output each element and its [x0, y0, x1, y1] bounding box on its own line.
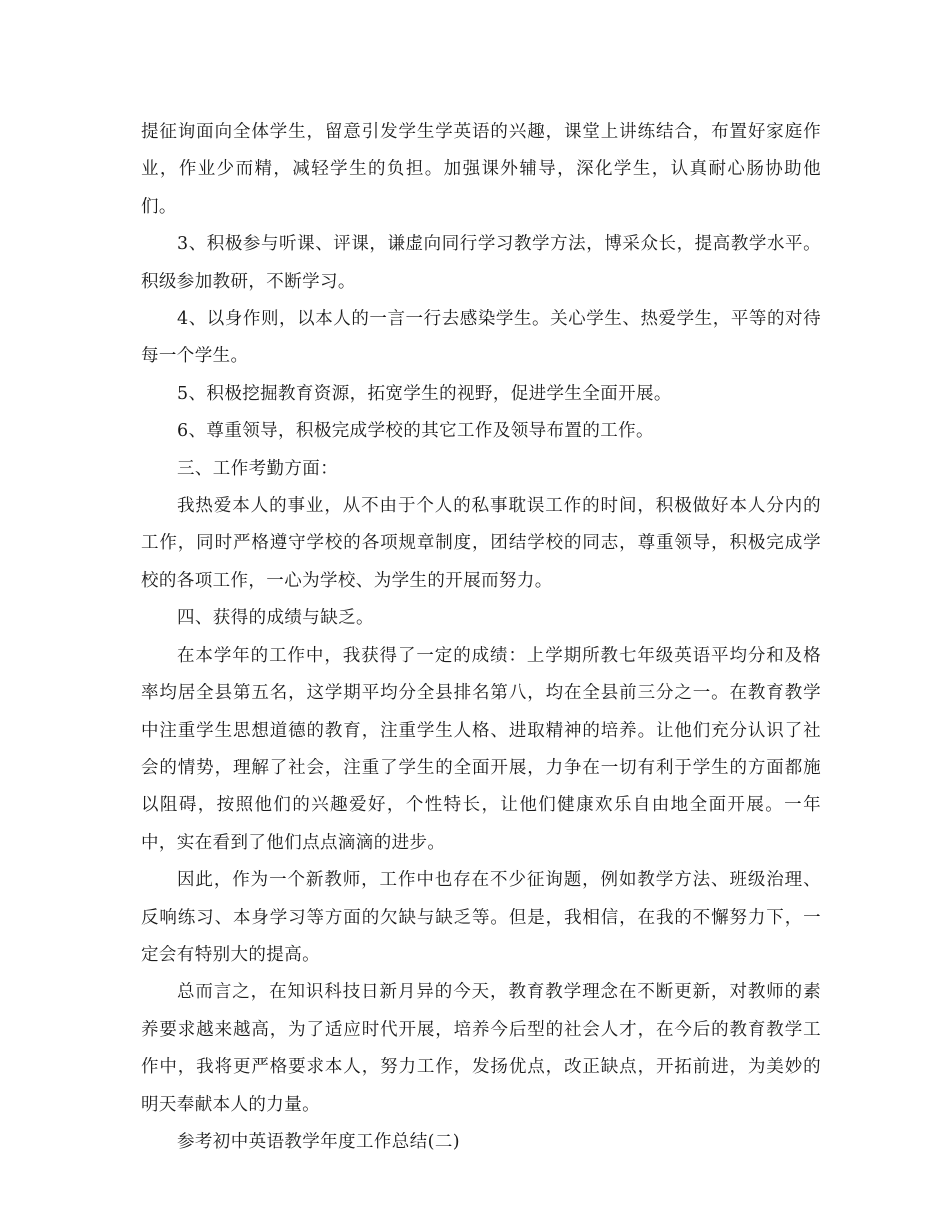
paragraph-3: 4、以身作则，以本人的一言一行去感染学生。关心学生、热爱学生，平等的对待每一个学生。 [141, 309, 821, 367]
paragraph-11: 总而言之，在知识科技日新月异的今天，教育教学理念在不断更新，对教师的素养要求越来越高，为了适应时代开展，培养今后型的社会人才，在今后的教育教学工作中，我将更严格要求本人，努力工作，发扬优点，改正缺点，开拓前进，为美妙的明天奉献本人的力量。 [141, 982, 821, 1115]
section-heading-achievements: 四、获得的成绩与缺乏。 [177, 608, 374, 629]
document-body [141, 114, 821, 1161]
paragraph-1: 提征询面向全体学生，留意引发学生学英语的兴趣，课堂上讲练结合，布置好家庭作业，作业少而精，减轻学生的负担。加强课外辅导，深化学生，认真耐心肠协助他们。 [141, 122, 821, 217]
paragraph-9: 在本学年的工作中，我获得了一定的成绩：上学期所教七年级英语平均分和及格率均居全县第五名，这学期平均分全县排名第八，均在全县前三分之一。在教育教学中注重学生思想道德的教育，注重学生人格、进取精神的培养。让他们充分认识了社会的情势，理解了社会，注重了学生的全面开展，力争在一切有利于学生的方面都施以阻碍，按照他们的兴趣爱好，个性特长，让他们健康欢乐自由地全面开展。一年中，实在看到了他们点点滴滴的进步。 [141, 645, 821, 853]
paragraph-2: 3、积极参与听课、评课，谦虚向同行学习教学方法，博采众长，提高教学水平。积级参加教研，不断学习。 [141, 234, 821, 292]
paragraph-7: 我热爱本人的事业，从不由于个人的私事耽误工作的时间，积极做好本人分内的工作，同时严格遵守学校的各项规章制度，团结学校的同志，尊重领导，积极完成学校的各项工作，一心为学校、为学生的开展而努力。 [141, 496, 821, 591]
paragraph-10: 因此，作为一个新教师，工作中也存在不少征询题，例如教学方法、班级治理、反响练习、本身学习等方面的欠缺与缺乏等。但是，我相信，在我的不懈努力下，一定会有特别大的提高。 [141, 870, 821, 965]
paragraph-4: 5、积极挖掘教育资源，拓宽学生的视野，促进学生全面开展。 [177, 383, 672, 404]
paragraph-5: 6、尊重领导，积极完成学校的其它工作及领导布置的工作。 [177, 421, 654, 442]
section-heading-attendance: 三、工作考勤方面： [177, 458, 339, 479]
next-section-title: 参考初中英语教学年度工作总结(二) [177, 1131, 460, 1152]
